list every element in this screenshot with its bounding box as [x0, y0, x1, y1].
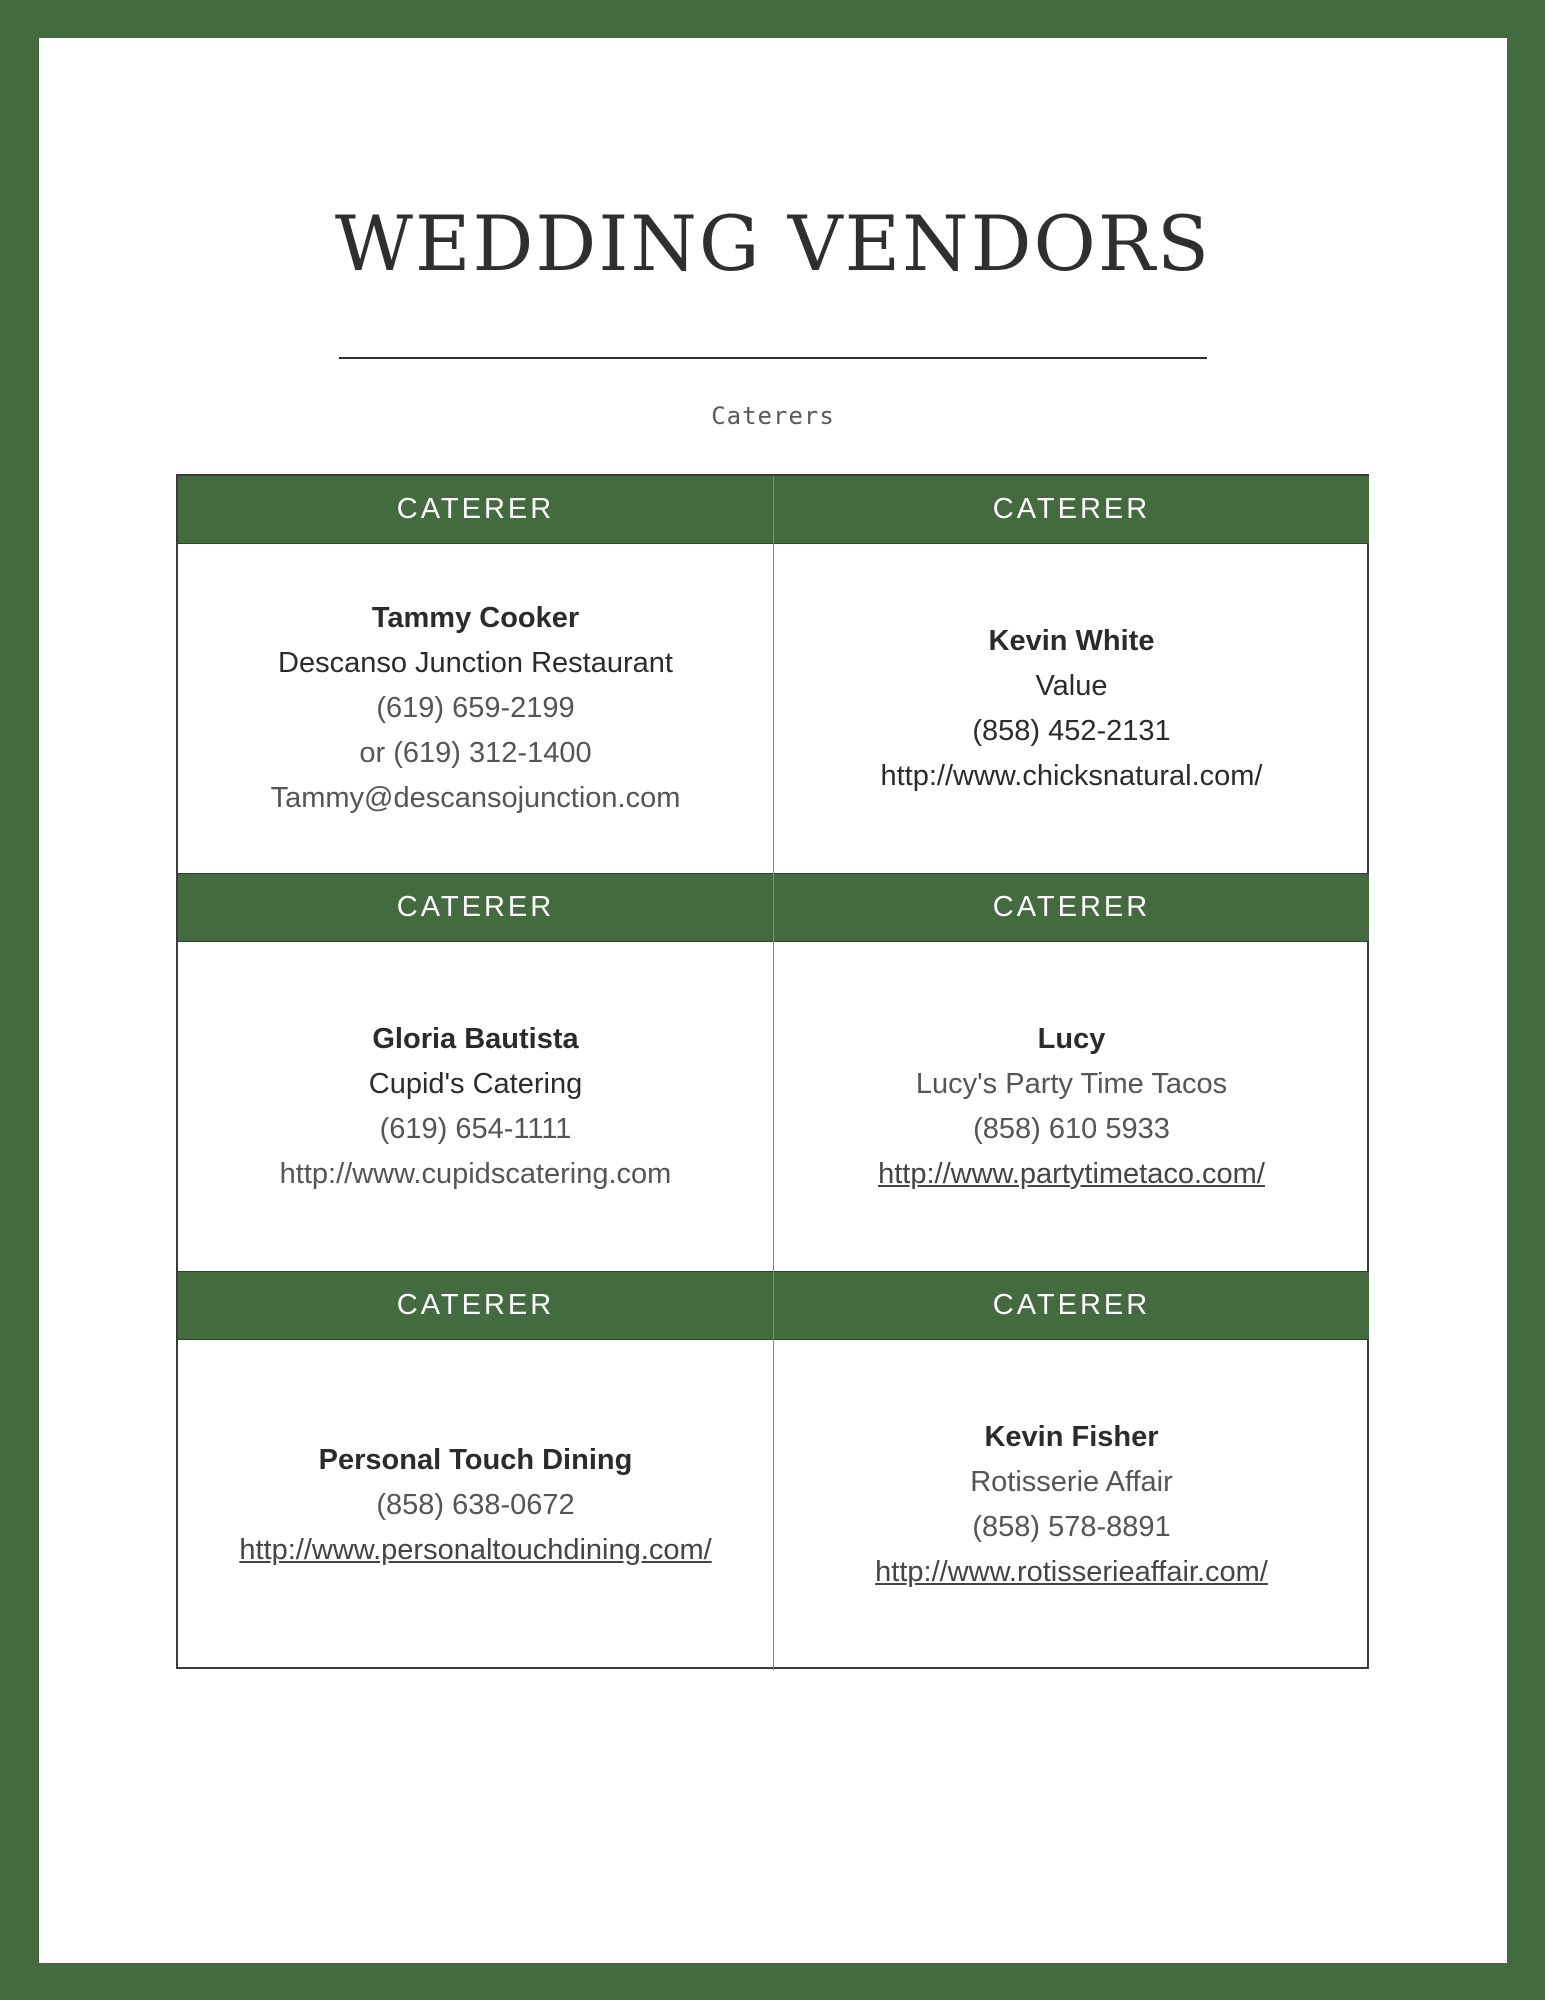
vendor-email[interactable]: Tammy@descansojunction.com — [270, 782, 681, 814]
vendor-website[interactable]: http://www.cupidscatering.com — [279, 1157, 672, 1190]
vendor-card-body — [774, 942, 1369, 1272]
vendor-card — [774, 476, 1369, 874]
vendor-card-body — [178, 1340, 773, 1670]
vendor-card — [774, 1272, 1369, 1670]
vendor-card — [178, 874, 774, 1272]
vendor-phone: (858) 638-0672 — [376, 1488, 575, 1521]
vendor-card-body — [774, 1340, 1369, 1670]
vendor-card-body — [774, 544, 1369, 874]
vendor-card — [774, 874, 1369, 1272]
vendor-card-header: CATERER — [774, 1272, 1369, 1340]
vendor-company: Descanso Junction Restaurant — [278, 647, 673, 679]
vendor-company: Rotisserie Affair — [970, 1466, 1173, 1498]
vendor-phone: (619) 654-1111 — [379, 1112, 572, 1145]
vendor-card — [178, 1272, 774, 1670]
vendor-phone-alt: or (619) 312-1400 — [359, 737, 592, 769]
vendor-name: Personal Touch Dining — [318, 1443, 633, 1476]
vendor-website-link[interactable]: http://www.rotisserieaffair.com/ — [875, 1556, 1268, 1588]
page-title: WEDDING VENDORS — [334, 199, 1212, 288]
vendor-website-link[interactable]: http://www.personaltouchdining.com/ — [239, 1533, 712, 1566]
vendor-card-header: CATERER — [178, 476, 773, 544]
vendor-phone: (619) 659-2199 — [376, 692, 575, 724]
vendor-company: Lucy's Party Time Tacos — [915, 1067, 1228, 1100]
title-divider — [339, 357, 1207, 359]
vendor-name: Lucy — [1037, 1022, 1106, 1055]
vendor-card-header: CATERER — [178, 874, 773, 942]
vendor-website[interactable]: http://www.chicksnatural.com/ — [880, 759, 1263, 792]
page — [39, 38, 1507, 1963]
vendor-card-header: CATERER — [774, 874, 1369, 942]
vendor-phone: (858) 452-2131 — [972, 714, 1171, 747]
page-subtitle: Caterers — [711, 402, 835, 430]
vendor-card-body — [178, 544, 773, 874]
vendor-phone: (858) 610 5933 — [973, 1112, 1170, 1145]
vendor-website-link[interactable]: http://www.partytimetaco.com/ — [878, 1157, 1265, 1190]
vendor-card-body — [178, 942, 773, 1272]
vendor-phone: (858) 578-8891 — [972, 1511, 1171, 1543]
vendor-company: Cupid's Catering — [368, 1067, 583, 1100]
vendor-card-header: CATERER — [774, 476, 1369, 544]
vendor-card-header: CATERER — [178, 1272, 773, 1340]
vendor-company: Value — [1035, 669, 1108, 702]
vendor-name: Kevin Fisher — [984, 1421, 1159, 1453]
vendor-name: Gloria Bautista — [372, 1022, 579, 1055]
vendor-name: Tammy Cooker — [371, 602, 580, 634]
vendor-grid — [176, 474, 1369, 1669]
vendor-card — [178, 476, 774, 874]
vendor-name: Kevin White — [988, 624, 1155, 657]
